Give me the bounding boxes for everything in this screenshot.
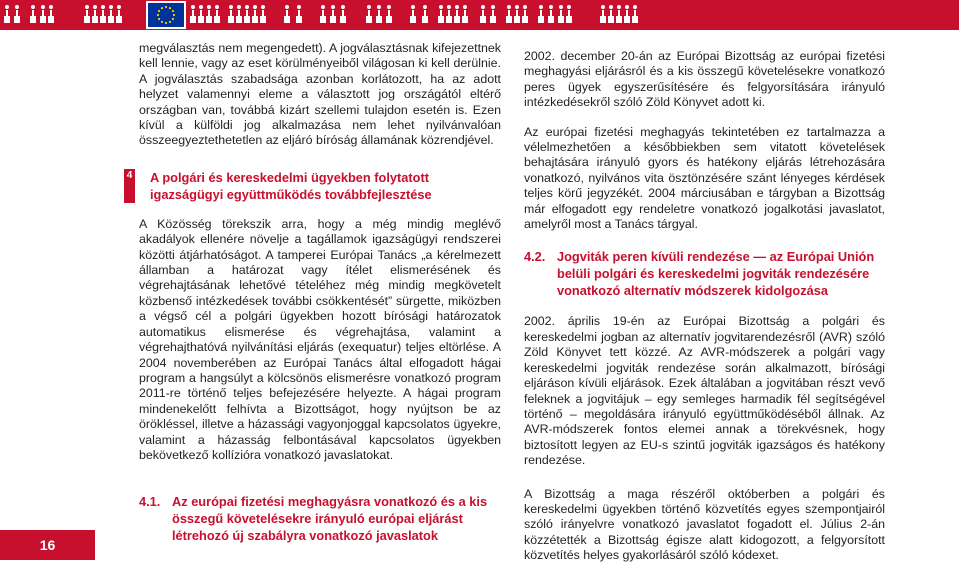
subsection-4-2-heading-block [524, 248, 885, 299]
person-figure-icon [206, 5, 212, 23]
subsection-4-1-heading-block [139, 493, 501, 544]
right-paragraph-4: A Bizottság a maga részéről októberben a polgári és kereskedelmi ügyekben történő közvetítés egyes szempontjairól szóló irányelvre vonatkozó javaslatot fogadott el. Július 2-án közzétették a Bizottság égisze alatt kidogozott, a felgyorsított közvetítés helyes gyakorlásáról szóló kódexet. [524, 486, 885, 563]
person-figure-icon [190, 5, 196, 23]
eu-star-icon [169, 21, 171, 23]
eu-star-icon [158, 10, 160, 12]
subsection-4-1-number: 4.1. [139, 494, 161, 510]
right-paragraph-1: 2002. december 20-án az Európai Bizottság az európai fizetési meghagyási eljárásról és a kis összegű követelésekre vonatkozó peres ügyek egyszerűsítésére és felgyorsítására irányuló intézkedésekről szóló Zöld Könyvet adott ki. [524, 49, 885, 110]
person-figure-icon [4, 5, 10, 23]
person-figure-icon [422, 5, 428, 23]
eu-star-icon [172, 10, 174, 12]
person-figure-icon [198, 5, 204, 23]
left-column [126, 41, 501, 544]
person-figure-icon [14, 5, 20, 23]
left-rail [0, 30, 95, 560]
person-figure-icon [438, 5, 444, 23]
person-figure-icon [632, 5, 638, 23]
intro-paragraph: megválasztás nem megengedett). A jogválasztásnak kifejezettnek kell lennie, vagy az eset körülményeiből világosan ki kell derülnie. A jogválasztás szabadsága azonban korlátozott, ha az adott helyzet valamennyi eleme a választott jog országától eltérő országban van, továbbá kizárt szellemi tulajdon esetén is. Ezen kívül a külföldi jog alkalmazása nem lehet nyilvánvalóan összeegyeztethetetlen az eljáró bíróság államának közrendjével. [139, 41, 501, 148]
eu-star-icon [157, 14, 159, 16]
person-figure-icon [566, 5, 572, 23]
right-paragraph-3: 2002. április 19-én az Európai Bizottság a polgári és kereskedelmi jogban az alternatív jogvitarendezésről (AVR) szóló Zöld Könyvet tett közzé. Az AVR-módszerek a polgári vagy kereskedelmi jogviták rendezése során alkalmazott, bírósági eljáráson kívüli eljárások. Ezek általában a jogvitában részt vevő feleknek a jogvitájuk – egy semleges harmadik fél segítségével történő – megoldására irányuló együttműködéséből állnak. Az AVR-módszerek fontos elemei annak a törekvésnek, hogy biztosított legyen az EU-s szintű jogviták igazságos és hatékony rendezése. [524, 314, 885, 468]
person-figure-icon [608, 5, 614, 23]
eu-star-icon [165, 22, 167, 24]
eu-star-icon [173, 14, 175, 16]
person-figure-icon [284, 5, 290, 23]
right-column [524, 49, 885, 564]
subsection-4-2-number: 4.2. [524, 249, 546, 265]
person-figure-icon [558, 5, 564, 23]
person-figure-icon [116, 5, 122, 23]
person-figure-icon [454, 5, 460, 23]
page-number-box [0, 530, 95, 560]
person-figure-icon [410, 5, 416, 23]
person-figure-icon [228, 5, 234, 23]
person-figure-icon [522, 5, 528, 23]
eu-star-icon [172, 18, 174, 20]
person-figure-icon [260, 5, 266, 23]
page-number: 16 [39, 537, 56, 553]
person-figure-icon [92, 5, 98, 23]
section-title: A polgári és kereskedelmi ügyekben folytatott igazságügyi együttműködés továbbfejlesztése [150, 169, 432, 202]
person-figure-icon [366, 5, 372, 23]
person-figure-icon [214, 5, 220, 23]
person-figure-icon [252, 5, 258, 23]
person-figure-icon [100, 5, 106, 23]
person-figure-icon [108, 5, 114, 23]
subsection-4-2-title: Jogviták peren kívüli rendezése — az Európai Unión belüli polgári és kereskedelmi jogviták rendezésére vonatkozó alternatív módszerek kidolgozása [557, 249, 875, 299]
person-figure-icon [48, 5, 54, 23]
eu-star-icon [161, 7, 163, 9]
subsection-4-1-title: Az európai fizetési meghagyásra vonatkozó és a kis összegű követelésekre irányuló európai eljárást létrehozó új szabályra vonatkozó javaslatok [172, 494, 488, 544]
person-figure-icon [616, 5, 622, 23]
person-figure-icon [296, 5, 302, 23]
eu-star-icon [158, 18, 160, 20]
person-figure-icon [376, 5, 382, 23]
person-figure-icon [244, 5, 250, 23]
eu-star-icon [161, 21, 163, 23]
person-figure-icon [320, 5, 326, 23]
person-figure-icon [386, 5, 392, 23]
person-figure-icon [30, 5, 36, 23]
top-banner [0, 0, 959, 30]
eu-flag-icon [146, 1, 186, 29]
person-figure-icon [446, 5, 452, 23]
section-4-heading-block [126, 169, 501, 203]
person-figure-icon [84, 5, 90, 23]
right-paragraph-2: Az európai fizetési meghagyás tekintetében ez tartalmazza a vélelmezhetően a későbbiekben sem vitatott követelések behajtására irányuló gyors és hatékony eljárás létrehozására vonatkozó, nyilvános vita ösztönzésére szánt lényeges kérdések teljes körű jegyzékét. 2004 márciusában e tárgyban a Bizottság már elfogadott egy rendeletre vonatkozó jogalkotási javaslatot, amelyről most a Tanács tárgyal. [524, 124, 885, 232]
person-figure-icon [514, 5, 520, 23]
person-figure-icon [340, 5, 346, 23]
person-figure-icon [236, 5, 242, 23]
person-figure-icon [624, 5, 630, 23]
person-figure-icon [548, 5, 554, 23]
eu-star-icon [169, 7, 171, 9]
person-figure-icon [480, 5, 486, 23]
person-figure-icon [600, 5, 606, 23]
eu-star-icon [165, 6, 167, 8]
person-figure-icon [506, 5, 512, 23]
person-figure-icon [538, 5, 544, 23]
person-figure-icon [490, 5, 496, 23]
section-number: 4 [124, 169, 135, 203]
person-figure-icon [462, 5, 468, 23]
person-figure-icon [330, 5, 336, 23]
person-figure-icon [40, 5, 46, 23]
section-body: A Közösség törekszik arra, hogy a még mindig meglévő akadályok ellenére növelje a tagállamok igazságügyi rendszerei közötti átjárhatóságot. A tamperei Európai Tanács „a kérelmezett államban a határozat vagy ítélet elismerésének és végrehajtásának lehetővé tételéhez még mindig megkövetelt közbenső intézkedések további csökkentését” sürgette, miközben a végső cél a polgári ügyekben hozott bírósági határozatok automatikus elismerése és végrehajtása, valamint a végrehajthatóvá nyilvánítási eljárás (exequatur) teljes eltörlése. A 2004 novemberében az Európai Tanács által elfogadott hágai program a hangsúlyt a kölcsönös elismerésre vonatkozó program 2011-re történő teljes befejezésére helyezte. A hágai program mindenekelőtt felhívta a Bizottságot, hogy nyújtson be az örökléssel, illetve a házassági vagyonjoggal kapcsolatos ügyekre, valamint a házasság felbontásával kapcsolatos ügyekben bekövetkező kollízióra vonatkozó javaslatokat. [139, 216, 501, 462]
